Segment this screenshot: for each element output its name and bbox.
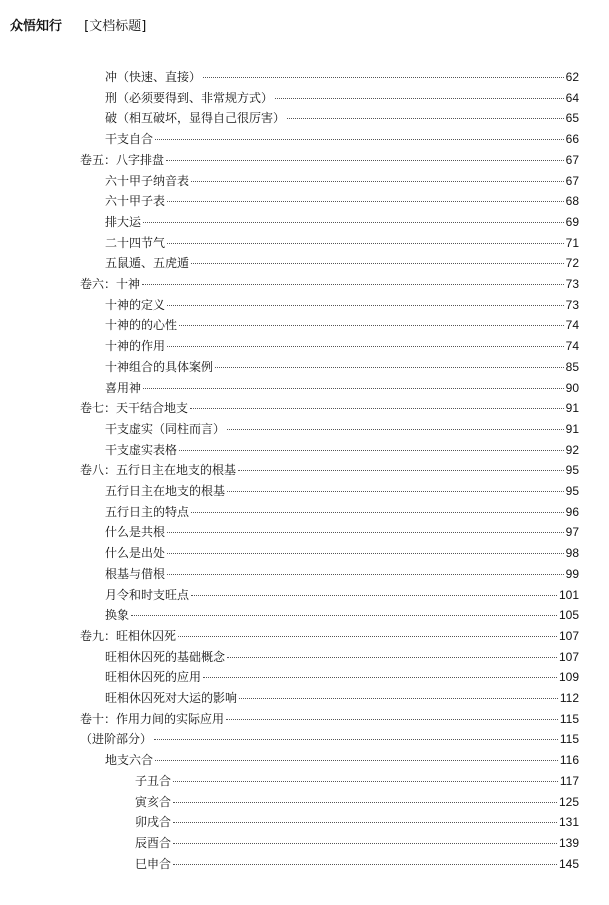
toc-entry-title: 五行日主的特点 bbox=[105, 504, 190, 519]
toc-dot-leader bbox=[167, 574, 564, 575]
toc-entry-title: 干支自合 bbox=[105, 132, 154, 147]
toc-entry-title: 刑（必须要得到、非常规方式） bbox=[105, 90, 274, 105]
toc-entry-title: 什么是出处 bbox=[105, 546, 166, 561]
toc-entry[interactable] bbox=[105, 442, 579, 458]
toc-entry[interactable] bbox=[135, 835, 579, 851]
toc-entry-page: 131 bbox=[558, 815, 579, 830]
toc-dot-leader bbox=[173, 822, 557, 823]
toc-entry-title: 地支六合 bbox=[105, 753, 154, 768]
toc-entry-title: 卷七：天干结合地支 bbox=[80, 401, 189, 416]
toc-entry-title: 旺相休囚死对大运的影响 bbox=[105, 691, 238, 705]
toc-dot-leader bbox=[173, 843, 557, 844]
toc-dot-leader bbox=[190, 408, 564, 409]
toc-entry[interactable] bbox=[105, 669, 579, 685]
toc-entry-page: 65 bbox=[565, 111, 579, 126]
toc-dot-leader bbox=[155, 139, 564, 140]
toc-dot-leader bbox=[167, 243, 564, 244]
toc-dot-leader bbox=[275, 98, 564, 99]
toc-entry-page: 67 bbox=[565, 152, 579, 167]
toc-entry-page: 85 bbox=[565, 359, 579, 374]
toc-entry[interactable] bbox=[105, 545, 579, 561]
toc-entry-title: （进阶部分） bbox=[80, 732, 153, 747]
toc-entry-page: 73 bbox=[565, 277, 579, 291]
toc-entry-page: 74 bbox=[565, 318, 579, 333]
toc-entry-page: 72 bbox=[565, 256, 579, 271]
toc-entry-page: 92 bbox=[565, 442, 579, 457]
toc-entry-page: 116 bbox=[559, 753, 579, 768]
toc-entry[interactable] bbox=[105, 214, 579, 230]
toc-entry-page: 74 bbox=[565, 339, 579, 354]
toc-dot-leader bbox=[167, 553, 564, 554]
toc-entry-page: 145 bbox=[558, 856, 579, 871]
toc-entry-page: 107 bbox=[558, 649, 579, 664]
toc-entry[interactable] bbox=[105, 317, 579, 333]
toc-entry[interactable] bbox=[105, 69, 579, 85]
toc-entry-page: 125 bbox=[558, 794, 579, 809]
toc-entry-title: 卷六：十神 bbox=[80, 277, 141, 291]
toc-dot-leader bbox=[191, 512, 564, 513]
toc-dot-leader bbox=[227, 491, 564, 492]
toc-entry[interactable] bbox=[105, 90, 579, 106]
toc-entry[interactable] bbox=[105, 587, 579, 603]
toc-entry[interactable] bbox=[80, 711, 579, 727]
toc-entry[interactable] bbox=[80, 628, 579, 644]
toc-entry[interactable] bbox=[80, 731, 579, 747]
toc-entry[interactable] bbox=[105, 607, 579, 623]
toc-dot-leader bbox=[167, 532, 564, 533]
toc-dot-leader bbox=[215, 367, 564, 368]
toc-dot-leader bbox=[239, 698, 558, 699]
toc-entry[interactable] bbox=[135, 773, 579, 789]
toc-entry-title: 月令和时支旺点 bbox=[105, 587, 190, 602]
toc-entry[interactable] bbox=[80, 400, 579, 416]
toc-dot-leader bbox=[178, 636, 557, 637]
toc-entry-page: 95 bbox=[565, 463, 579, 478]
toc-entry[interactable] bbox=[105, 193, 579, 209]
toc-entry-page: 95 bbox=[565, 484, 579, 498]
toc-entry[interactable] bbox=[105, 483, 579, 499]
toc-entry-title: 卯戌合 bbox=[135, 815, 172, 830]
toc-entry-title: 干支虚实表格 bbox=[105, 442, 178, 457]
toc-entry-page: 107 bbox=[558, 628, 579, 643]
toc-dot-leader bbox=[287, 118, 564, 119]
toc-entry-title: 破（相互破坏，显得自己很厉害） bbox=[105, 111, 286, 126]
toc-entry-title: 子丑合 bbox=[135, 773, 172, 788]
toc-entry-title: 巳申合 bbox=[135, 856, 172, 871]
toc-dot-leader bbox=[191, 595, 557, 596]
toc-entry-title: 十神的作用 bbox=[105, 339, 166, 354]
toc-entry-page: 105 bbox=[558, 608, 579, 623]
toc-entry[interactable] bbox=[105, 359, 579, 375]
toc-dot-leader bbox=[142, 284, 564, 285]
toc-entry-title: 十神组合的具体案例 bbox=[105, 359, 214, 374]
toc-entry[interactable] bbox=[135, 794, 579, 810]
toc-entry-title: 寅亥合 bbox=[135, 794, 172, 809]
toc-entry[interactable] bbox=[80, 152, 579, 168]
toc-entry[interactable] bbox=[105, 235, 579, 251]
toc-entry-page: 109 bbox=[558, 670, 579, 685]
toc-dot-leader bbox=[173, 864, 557, 865]
toc-dot-leader bbox=[226, 719, 558, 720]
toc-entry-title: 五鼠遁、五虎遁 bbox=[105, 256, 190, 271]
toc-entry[interactable] bbox=[105, 297, 579, 313]
header-brand: 众悟知行 bbox=[10, 19, 63, 34]
toc-entry[interactable] bbox=[105, 338, 579, 354]
toc-dot-leader bbox=[167, 346, 564, 347]
toc-entry[interactable] bbox=[105, 110, 579, 126]
toc-dot-leader bbox=[143, 388, 564, 389]
toc-entry-title: 喜用神 bbox=[105, 380, 142, 395]
toc-entry-title: 排大运 bbox=[105, 214, 142, 229]
toc-entry[interactable] bbox=[105, 690, 579, 706]
toc-dot-leader bbox=[179, 450, 564, 451]
toc-entry-title: 二十四节气 bbox=[105, 235, 166, 250]
toc-entry-title: 根基与借根 bbox=[105, 566, 166, 581]
toc-dot-leader bbox=[167, 305, 564, 306]
toc-entry-page: 101 bbox=[558, 587, 579, 602]
toc-entry[interactable] bbox=[105, 173, 579, 189]
toc-entry-title: 卷九：旺相休囚死 bbox=[80, 628, 177, 643]
toc-entry-page: 115 bbox=[559, 732, 579, 747]
toc-dot-leader bbox=[238, 470, 564, 471]
toc-dot-leader bbox=[154, 739, 558, 740]
toc-dot-leader bbox=[131, 615, 557, 616]
toc-entry-page: 98 bbox=[565, 546, 579, 561]
toc-dot-leader bbox=[143, 222, 564, 223]
toc-entry-page: 139 bbox=[558, 835, 579, 850]
toc-entry-title: 六十甲子表 bbox=[105, 194, 166, 209]
toc-entry[interactable] bbox=[105, 255, 579, 271]
toc-entry-title: 冲（快速、直接） bbox=[105, 70, 202, 84]
toc-entry-title: 五行日主在地支的根基 bbox=[105, 484, 226, 498]
toc-entry-page: 68 bbox=[565, 194, 579, 209]
toc-entry-page: 115 bbox=[559, 711, 579, 726]
toc-dot-leader bbox=[173, 781, 558, 782]
toc-entry-page: 91 bbox=[565, 401, 579, 416]
toc-entry-page: 96 bbox=[565, 504, 579, 519]
toc-entry-title: 干支虚实（同柱而言） bbox=[105, 421, 226, 436]
toc-dot-leader bbox=[191, 181, 564, 182]
toc-entry-page: 67 bbox=[565, 173, 579, 188]
toc-entry-page: 71 bbox=[565, 235, 579, 250]
toc-entry-page: 62 bbox=[565, 70, 579, 84]
toc-entry-title: 什么是共根 bbox=[105, 525, 166, 540]
toc-entry[interactable] bbox=[80, 462, 579, 478]
toc-entry-page: 97 bbox=[565, 525, 579, 540]
toc-entry[interactable] bbox=[105, 131, 579, 147]
toc-dot-leader bbox=[227, 657, 557, 658]
toc-entry[interactable] bbox=[105, 752, 579, 768]
toc-entry[interactable] bbox=[135, 814, 579, 830]
toc-dot-leader bbox=[155, 760, 558, 761]
toc-entry-title: 旺相休囚死的基础概念 bbox=[105, 649, 226, 664]
toc-entry[interactable] bbox=[105, 649, 579, 665]
toc-entry-title: 卷十：作用力间的实际应用 bbox=[80, 711, 225, 726]
toc-entry-page: 90 bbox=[565, 380, 579, 395]
toc-dot-leader bbox=[166, 160, 564, 161]
toc-entry-page: 66 bbox=[565, 132, 579, 147]
toc-entry-page: 91 bbox=[565, 421, 579, 436]
toc-dot-leader bbox=[227, 429, 564, 430]
toc-dot-leader bbox=[191, 263, 564, 264]
toc-entry-page: 112 bbox=[559, 691, 579, 705]
toc-entry-page: 99 bbox=[565, 566, 579, 581]
toc-entry[interactable] bbox=[105, 504, 579, 520]
toc-entry-title: 旺相休囚死的应用 bbox=[105, 670, 202, 685]
toc-entry[interactable] bbox=[105, 421, 579, 437]
toc-dot-leader bbox=[179, 325, 564, 326]
toc-entry-title: 卷五：八字排盘 bbox=[80, 152, 165, 167]
toc-entry[interactable] bbox=[105, 380, 579, 396]
toc-entry-title: 十神的定义 bbox=[105, 297, 166, 312]
toc-entry-page: 73 bbox=[565, 297, 579, 312]
toc-entry-title: 十神的的心性 bbox=[105, 318, 178, 333]
toc-entry[interactable] bbox=[135, 856, 579, 872]
toc-entry-title: 辰酉合 bbox=[135, 835, 172, 850]
toc-dot-leader bbox=[167, 201, 564, 202]
toc-entry-page: 64 bbox=[565, 90, 579, 105]
toc-entry-title: 卷八：五行日主在地支的根基 bbox=[80, 463, 237, 478]
toc-entry[interactable] bbox=[80, 276, 579, 292]
header-doc-title: [文档标题] bbox=[84, 19, 147, 34]
toc-entry-page: 117 bbox=[559, 773, 579, 788]
toc-entry[interactable] bbox=[105, 524, 579, 540]
toc-entry-page: 69 bbox=[565, 214, 579, 229]
toc-dot-leader bbox=[203, 677, 557, 678]
toc-entry[interactable] bbox=[105, 566, 579, 582]
toc-entry-title: 六十甲子纳音表 bbox=[105, 173, 190, 188]
toc-dot-leader bbox=[203, 77, 564, 78]
toc-entry-title: 换象 bbox=[105, 608, 130, 623]
toc-dot-leader bbox=[173, 802, 557, 803]
